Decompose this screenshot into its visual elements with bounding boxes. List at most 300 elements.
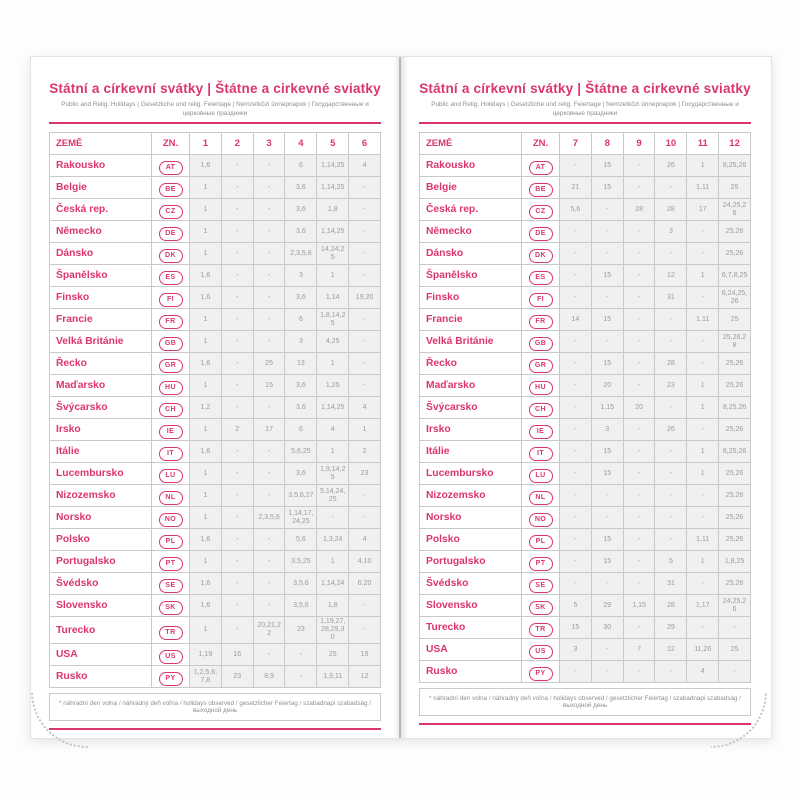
holiday-days-cell: 2,3,5,6 — [285, 243, 317, 265]
holiday-days-cell: - — [253, 287, 285, 309]
holiday-days-cell: 5,6,25 — [285, 441, 317, 463]
country-code-badge: CZ — [159, 205, 183, 219]
country-code-cell — [522, 353, 560, 375]
holiday-days-cell: - — [560, 221, 592, 243]
country-name: USA — [50, 644, 152, 666]
column-header: 3 — [253, 133, 285, 155]
holiday-days-cell: 17 — [253, 419, 285, 441]
holiday-days-cell: - — [317, 507, 349, 529]
holiday-days-cell: 3,6 — [285, 287, 317, 309]
holiday-days-cell: 25,26 — [719, 221, 751, 243]
holiday-days-cell: 8,9 — [253, 666, 285, 688]
country-row — [420, 221, 751, 243]
country-code-cell — [522, 551, 560, 573]
holiday-days-cell: 15 — [591, 155, 623, 177]
country-name: Dánsko — [420, 243, 522, 265]
holiday-days-cell: 21 — [560, 177, 592, 199]
country-row — [50, 507, 381, 529]
column-header: 7 — [560, 133, 592, 155]
holiday-days-cell: 1 — [190, 243, 222, 265]
country-name: Itálie — [420, 441, 522, 463]
country-row — [50, 666, 381, 688]
holiday-days-cell: - — [221, 199, 253, 221]
holiday-days-cell: - — [349, 199, 381, 221]
table-header — [420, 133, 751, 155]
holiday-days-cell: - — [655, 243, 687, 265]
holiday-days-cell: 15 — [591, 309, 623, 331]
holiday-days-cell: - — [349, 309, 381, 331]
country-name: Slovensko — [420, 595, 522, 617]
country-code-badge: GB — [529, 337, 553, 351]
holiday-days-cell: 1,6 — [190, 265, 222, 287]
holiday-days-cell: - — [687, 507, 719, 529]
column-header: 4 — [285, 133, 317, 155]
country-name: Maďarsko — [420, 375, 522, 397]
country-code-cell — [522, 639, 560, 661]
holiday-days-cell: - — [560, 353, 592, 375]
holiday-days-cell: 3 — [560, 639, 592, 661]
holidays-table-months-1-6 — [49, 132, 381, 688]
country-row — [420, 243, 751, 265]
country-code-badge: FR — [529, 315, 553, 329]
holiday-days-cell: 29 — [655, 617, 687, 639]
country-code-badge: HU — [529, 381, 553, 395]
country-row — [50, 265, 381, 287]
holiday-days-cell: 1,9,14,25 — [317, 463, 349, 485]
country-row — [420, 463, 751, 485]
holiday-days-cell: - — [687, 287, 719, 309]
country-code-cell — [522, 419, 560, 441]
holiday-days-cell: 3,6 — [285, 221, 317, 243]
country-row — [50, 309, 381, 331]
holiday-days-cell: 25 — [719, 639, 751, 661]
holiday-days-cell: 5 — [560, 595, 592, 617]
holiday-days-cell: 5,14,24,25 — [317, 485, 349, 507]
country-code-cell — [152, 551, 190, 573]
table-header — [50, 133, 381, 155]
holiday-days-cell: 1 — [317, 265, 349, 287]
country-code-badge: LU — [529, 469, 553, 483]
country-name: Finsko — [50, 287, 152, 309]
holiday-days-cell: 1,25 — [317, 375, 349, 397]
holiday-days-cell: - — [560, 507, 592, 529]
holiday-days-cell: - — [253, 441, 285, 463]
holiday-days-cell: - — [655, 177, 687, 199]
holiday-days-cell: - — [591, 507, 623, 529]
country-code-badge: AT — [159, 161, 183, 175]
holiday-days-cell: - — [655, 331, 687, 353]
holiday-days-cell: 1,19 — [190, 644, 222, 666]
holiday-days-cell: - — [623, 243, 655, 265]
holiday-days-cell: - — [285, 644, 317, 666]
holiday-days-cell: 1,2 — [190, 397, 222, 419]
country-name: Irsko — [50, 419, 152, 441]
country-code-cell — [522, 221, 560, 243]
holiday-days-cell: 15 — [253, 375, 285, 397]
holiday-days-cell: 28 — [655, 199, 687, 221]
holiday-days-cell: - — [560, 331, 592, 353]
holiday-days-cell: 12 — [349, 666, 381, 688]
holiday-days-cell: 31 — [655, 573, 687, 595]
holiday-days-cell: - — [253, 463, 285, 485]
country-row — [50, 287, 381, 309]
holiday-days-cell: - — [253, 243, 285, 265]
country-row — [50, 199, 381, 221]
holiday-days-cell: 1 — [190, 309, 222, 331]
column-header: 5 — [317, 133, 349, 155]
country-row — [420, 661, 751, 683]
holiday-days-cell: 1 — [190, 617, 222, 644]
holiday-days-cell: - — [560, 485, 592, 507]
holiday-days-cell: 1,14,17,24,25 — [285, 507, 317, 529]
holiday-days-cell: 4 — [349, 397, 381, 419]
country-code-badge: PL — [529, 535, 553, 549]
country-row — [50, 331, 381, 353]
country-name: Česká rep. — [420, 199, 522, 221]
column-header: 12 — [719, 133, 751, 155]
holiday-days-cell: - — [560, 573, 592, 595]
country-name: Turecko — [420, 617, 522, 639]
holiday-days-cell: 23 — [285, 617, 317, 644]
holiday-days-cell: - — [253, 397, 285, 419]
holiday-days-cell: - — [221, 287, 253, 309]
holiday-days-cell: 25,26 — [719, 375, 751, 397]
country-code-cell — [522, 529, 560, 551]
holiday-days-cell: - — [591, 639, 623, 661]
holiday-days-cell: 1,14,25 — [317, 177, 349, 199]
country-row — [50, 221, 381, 243]
holiday-days-cell: 14,24,25 — [317, 243, 349, 265]
country-code-cell — [152, 595, 190, 617]
country-row — [420, 177, 751, 199]
country-name: Portugalsko — [420, 551, 522, 573]
country-code-badge: LU — [159, 469, 183, 483]
country-row — [420, 353, 751, 375]
holiday-days-cell: - — [349, 331, 381, 353]
country-code-badge: NL — [529, 491, 553, 505]
holiday-days-cell: - — [623, 441, 655, 463]
holiday-days-cell: 1 — [317, 551, 349, 573]
country-row — [420, 309, 751, 331]
holiday-days-cell: 1,17 — [687, 595, 719, 617]
country-name: Španělsko — [420, 265, 522, 287]
holiday-days-cell: - — [655, 485, 687, 507]
country-code-badge: DK — [529, 249, 553, 263]
holiday-days-cell: - — [221, 507, 253, 529]
holiday-days-cell: 1 — [687, 441, 719, 463]
country-name: Velká Británie — [50, 331, 152, 353]
holiday-days-cell: - — [560, 375, 592, 397]
country-code-badge: US — [159, 650, 183, 664]
holiday-days-cell: 1,19,27, 28,29,30 — [317, 617, 349, 644]
holiday-days-cell: 4 — [317, 419, 349, 441]
country-row — [50, 617, 381, 644]
country-code-cell — [522, 331, 560, 353]
country-name: Řecko — [50, 353, 152, 375]
holiday-days-cell: - — [221, 397, 253, 419]
country-name: Velká Británie — [420, 331, 522, 353]
holiday-days-cell: - — [560, 529, 592, 551]
page-title: Státní a církevní svátky | Štátne a cirkevné sviatky — [49, 81, 381, 96]
country-code-cell — [152, 199, 190, 221]
holiday-days-cell: - — [623, 155, 655, 177]
holiday-days-cell: 4,25 — [317, 331, 349, 353]
country-row — [50, 177, 381, 199]
holiday-days-cell: 15 — [591, 529, 623, 551]
holiday-days-cell: 6 — [285, 155, 317, 177]
holiday-days-cell: 1 — [190, 507, 222, 529]
holiday-days-cell: 20 — [623, 397, 655, 419]
holiday-days-cell: 3,5,6,27 — [285, 485, 317, 507]
country-code-badge: BE — [159, 183, 183, 197]
country-code-badge: DK — [159, 249, 183, 263]
holiday-days-cell: 25,26 — [719, 419, 751, 441]
country-row — [50, 573, 381, 595]
holiday-days-cell: - — [655, 507, 687, 529]
holiday-days-cell: 3,5,6 — [285, 573, 317, 595]
holiday-days-cell: - — [591, 221, 623, 243]
holiday-days-cell: 3 — [591, 419, 623, 441]
holiday-days-cell: 6 — [285, 419, 317, 441]
holiday-days-cell: - — [253, 331, 285, 353]
country-code-badge: SE — [529, 579, 553, 593]
country-row — [420, 529, 751, 551]
country-name: Švýcarsko — [420, 397, 522, 419]
holiday-days-cell: - — [623, 419, 655, 441]
holiday-days-cell: 8,25,26 — [719, 155, 751, 177]
country-code-cell — [522, 661, 560, 683]
holiday-days-cell: 1 — [687, 463, 719, 485]
country-code-badge: GR — [529, 359, 553, 373]
holiday-days-cell: - — [560, 661, 592, 683]
country-code-cell — [152, 309, 190, 331]
holiday-days-cell: - — [560, 243, 592, 265]
holiday-days-cell: 19,20 — [349, 287, 381, 309]
holiday-days-cell: - — [687, 419, 719, 441]
holiday-days-cell: 15 — [591, 551, 623, 573]
country-row — [420, 419, 751, 441]
accent-rule-top — [419, 122, 751, 124]
country-code-badge: CH — [529, 403, 553, 417]
holiday-days-cell: 1,15 — [623, 595, 655, 617]
holiday-days-cell: - — [623, 177, 655, 199]
country-name: Itálie — [50, 441, 152, 463]
holiday-days-cell: 5 — [655, 551, 687, 573]
holiday-days-cell: 24,25,26 — [719, 199, 751, 221]
holiday-days-cell: - — [560, 265, 592, 287]
holiday-days-cell: 24,25,26 — [719, 595, 751, 617]
holiday-days-cell: 3 — [655, 221, 687, 243]
country-code-badge: DE — [159, 227, 183, 241]
holiday-days-cell: 3,5,6 — [285, 595, 317, 617]
holiday-days-cell: 3,6 — [285, 375, 317, 397]
country-code-cell — [522, 573, 560, 595]
holiday-days-cell: - — [253, 221, 285, 243]
holiday-days-cell: 1 — [190, 177, 222, 199]
country-name: Rusko — [50, 666, 152, 688]
holiday-days-cell: - — [623, 309, 655, 331]
country-code-badge: PL — [159, 535, 183, 549]
holiday-days-cell: 8,25,26 — [719, 441, 751, 463]
country-row — [50, 551, 381, 573]
holiday-days-cell: 15 — [591, 441, 623, 463]
holiday-days-cell: 25 — [719, 309, 751, 331]
country-code-badge: TR — [159, 626, 183, 640]
holiday-days-cell: 2 — [221, 419, 253, 441]
holiday-days-cell: 26 — [655, 419, 687, 441]
country-name: Španělsko — [50, 265, 152, 287]
country-row — [50, 155, 381, 177]
holiday-days-cell: - — [253, 573, 285, 595]
country-code-cell — [522, 485, 560, 507]
country-row — [50, 644, 381, 666]
holiday-days-cell: - — [687, 485, 719, 507]
diary-spread — [30, 56, 772, 739]
holiday-days-cell: - — [687, 331, 719, 353]
country-code-cell — [152, 265, 190, 287]
holiday-days-cell: 25,26 — [719, 463, 751, 485]
holiday-days-cell: 1,14,25 — [317, 397, 349, 419]
country-name: Belgie — [50, 177, 152, 199]
holiday-days-cell: - — [560, 463, 592, 485]
holiday-days-cell: - — [221, 595, 253, 617]
holiday-days-cell: - — [687, 573, 719, 595]
holiday-days-cell: - — [560, 551, 592, 573]
holiday-days-cell: 23 — [349, 463, 381, 485]
holiday-days-cell: - — [623, 221, 655, 243]
holiday-days-cell: - — [560, 419, 592, 441]
holiday-days-cell: - — [623, 573, 655, 595]
country-code-badge: FI — [529, 293, 553, 307]
column-header: ZEMĚ — [50, 133, 152, 155]
holiday-days-cell: - — [623, 485, 655, 507]
country-row — [420, 265, 751, 287]
holiday-days-cell: - — [221, 441, 253, 463]
holiday-days-cell: - — [253, 485, 285, 507]
country-code-badge: NL — [159, 491, 183, 505]
holiday-days-cell: - — [591, 661, 623, 683]
holiday-days-cell: 20,21,22 — [253, 617, 285, 644]
holiday-days-cell: 1,6 — [190, 287, 222, 309]
country-code-cell — [522, 177, 560, 199]
holiday-days-cell: 1 — [190, 463, 222, 485]
holiday-days-cell: 1,11 — [687, 309, 719, 331]
accent-rule-bottom — [49, 728, 381, 730]
holiday-days-cell: 23 — [655, 375, 687, 397]
holiday-days-cell: - — [687, 221, 719, 243]
holiday-days-cell: 4 — [687, 661, 719, 683]
holiday-days-cell: 6 — [285, 309, 317, 331]
country-code-badge: BE — [529, 183, 553, 197]
country-code-badge: SK — [159, 601, 183, 615]
holiday-days-cell: 1 — [190, 199, 222, 221]
holiday-days-cell: 3,6 — [285, 463, 317, 485]
holiday-days-cell: - — [623, 265, 655, 287]
country-name: Rakousko — [420, 155, 522, 177]
column-header: 6 — [349, 133, 381, 155]
holiday-days-cell: 14 — [560, 309, 592, 331]
holiday-days-cell: 23 — [221, 666, 253, 688]
country-code-badge: PT — [529, 557, 553, 571]
country-code-badge: GR — [159, 359, 183, 373]
holiday-days-cell: - — [221, 309, 253, 331]
country-code-cell — [152, 155, 190, 177]
country-code-badge: IE — [159, 425, 183, 439]
country-code-badge: CZ — [529, 205, 553, 219]
holiday-days-cell: 7 — [623, 639, 655, 661]
country-code-cell — [152, 463, 190, 485]
country-name: Maďarsko — [50, 375, 152, 397]
holiday-days-cell: - — [560, 155, 592, 177]
country-code-badge: IT — [159, 447, 183, 461]
holiday-days-cell: 1,6 — [190, 155, 222, 177]
country-row — [420, 617, 751, 639]
country-code-cell — [152, 397, 190, 419]
holiday-days-cell: - — [221, 485, 253, 507]
holiday-days-cell: 6,24,25,26 — [719, 287, 751, 309]
holiday-days-cell: - — [591, 199, 623, 221]
holiday-days-cell: - — [623, 507, 655, 529]
holiday-days-cell: - — [719, 661, 751, 683]
holiday-days-cell: - — [687, 353, 719, 375]
country-name: Německo — [420, 221, 522, 243]
country-code-cell — [152, 221, 190, 243]
holiday-days-cell: - — [655, 463, 687, 485]
country-code-badge: CH — [159, 403, 183, 417]
holiday-days-cell: 20 — [591, 375, 623, 397]
holiday-days-cell: 5,6 — [285, 529, 317, 551]
page-months-7-12 — [400, 57, 769, 738]
accent-rule-top — [49, 122, 381, 124]
country-code-badge: FI — [159, 293, 183, 307]
holiday-days-cell: 1,14,25 — [317, 221, 349, 243]
holiday-days-cell: - — [623, 375, 655, 397]
holiday-days-cell: 29 — [591, 595, 623, 617]
country-code-badge: TR — [529, 623, 553, 637]
country-code-cell — [152, 617, 190, 644]
country-row — [420, 331, 751, 353]
country-name: Portugalsko — [50, 551, 152, 573]
holiday-days-cell: 25,26 — [719, 573, 751, 595]
holiday-days-cell: 1,6 — [190, 529, 222, 551]
holiday-days-cell: 1,11 — [687, 177, 719, 199]
holiday-days-cell: - — [623, 353, 655, 375]
country-code-cell — [152, 441, 190, 463]
country-code-cell — [152, 287, 190, 309]
holiday-days-cell: 8,25,26 — [719, 397, 751, 419]
holiday-days-cell: 3,6 — [285, 199, 317, 221]
holiday-days-cell: 3 — [285, 331, 317, 353]
holiday-days-cell: - — [655, 661, 687, 683]
holiday-days-cell: 2,3,5,6 — [253, 507, 285, 529]
country-name: Norsko — [420, 507, 522, 529]
holiday-days-cell: 17 — [687, 199, 719, 221]
country-name: Turecko — [50, 617, 152, 644]
holiday-days-cell: - — [253, 265, 285, 287]
country-name: Švédsko — [50, 573, 152, 595]
holiday-days-cell: - — [221, 331, 253, 353]
holiday-days-cell: - — [253, 551, 285, 573]
country-code-badge: PY — [529, 667, 553, 681]
country-name: Dánsko — [50, 243, 152, 265]
holiday-days-cell: - — [560, 441, 592, 463]
column-header: 10 — [655, 133, 687, 155]
holiday-days-cell: - — [221, 617, 253, 644]
country-name: Řecko — [420, 353, 522, 375]
country-code-badge: FR — [159, 315, 183, 329]
country-code-badge: NO — [529, 513, 553, 527]
holiday-days-cell: 15 — [591, 353, 623, 375]
